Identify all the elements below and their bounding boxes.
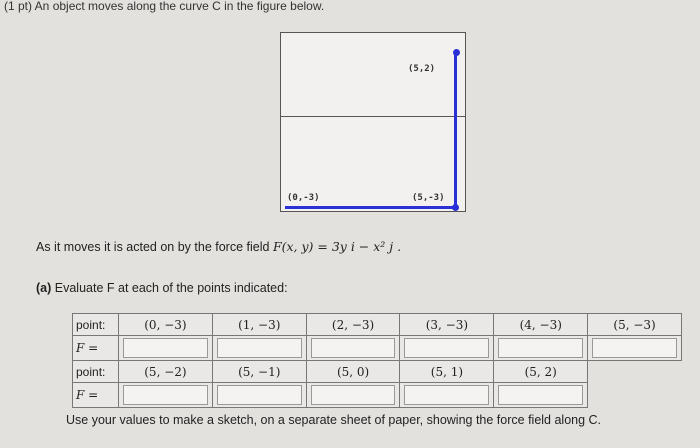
point-cell: (0, −3) bbox=[119, 314, 213, 336]
label-5-2: (5,2) bbox=[408, 64, 436, 74]
answer-input[interactable] bbox=[498, 385, 583, 405]
force-field-statement bbox=[36, 239, 401, 254]
point-marker-5-neg3 bbox=[452, 204, 459, 211]
point-row-label: point: bbox=[73, 314, 119, 336]
force-values-table bbox=[72, 313, 682, 408]
answer-input[interactable] bbox=[404, 385, 489, 405]
answer-input[interactable] bbox=[123, 385, 208, 405]
curve-figure bbox=[280, 32, 466, 212]
point-cell: (5, 0) bbox=[306, 361, 400, 383]
answer-input[interactable] bbox=[217, 385, 302, 405]
table-row bbox=[73, 361, 682, 383]
curve-segment-horizontal bbox=[285, 206, 457, 209]
answer-input[interactable] bbox=[311, 385, 396, 405]
f-row-label: F = bbox=[73, 383, 119, 408]
part-a-prompt bbox=[36, 281, 288, 295]
empty-cell bbox=[588, 383, 682, 408]
answer-input[interactable] bbox=[123, 338, 208, 358]
point-cell: (1, −3) bbox=[212, 314, 306, 336]
table-row bbox=[73, 383, 682, 408]
point-marker-5-2 bbox=[453, 49, 460, 56]
point-cell: (5, −1) bbox=[212, 361, 306, 383]
table-row bbox=[73, 336, 682, 361]
point-cell: (4, −3) bbox=[494, 314, 588, 336]
figure-divider bbox=[281, 116, 465, 117]
answer-input[interactable] bbox=[217, 338, 302, 358]
point-cell: (5, 1) bbox=[400, 361, 494, 383]
point-cell: (3, −3) bbox=[400, 314, 494, 336]
answer-input[interactable] bbox=[592, 338, 677, 358]
point-cell: (2, −3) bbox=[306, 314, 400, 336]
problem-header: (1 pt) An object moves along the curve C in the figure below. bbox=[4, 0, 325, 13]
label-0-neg3: (0,-3) bbox=[287, 193, 320, 203]
table-row bbox=[73, 314, 682, 336]
sketch-instruction: Use your values to make a sketch, on a separate sheet of paper, showing the force field along C. bbox=[66, 413, 602, 427]
part-a-text: Evaluate F at each of the points indicated: bbox=[54, 281, 288, 295]
point-cell: (5, 2) bbox=[494, 361, 588, 383]
point-cell: (5, −3) bbox=[588, 314, 682, 336]
intro-text: As it moves it is acted on by the force field bbox=[36, 240, 270, 254]
point-row-label: point: bbox=[73, 361, 119, 383]
point-cell: (5, −2) bbox=[119, 361, 213, 383]
answer-input[interactable] bbox=[404, 338, 489, 358]
answer-input[interactable] bbox=[498, 338, 583, 358]
part-a-label: (a) bbox=[36, 281, 52, 295]
label-5-neg3: (5,-3) bbox=[412, 193, 445, 203]
f-row-label: F = bbox=[73, 336, 119, 361]
empty-cell bbox=[588, 361, 682, 383]
answer-input[interactable] bbox=[311, 338, 396, 358]
curve-segment-vertical bbox=[454, 52, 457, 209]
force-field-formula: F(x, y) = 3y i − x² j . bbox=[272, 239, 402, 254]
